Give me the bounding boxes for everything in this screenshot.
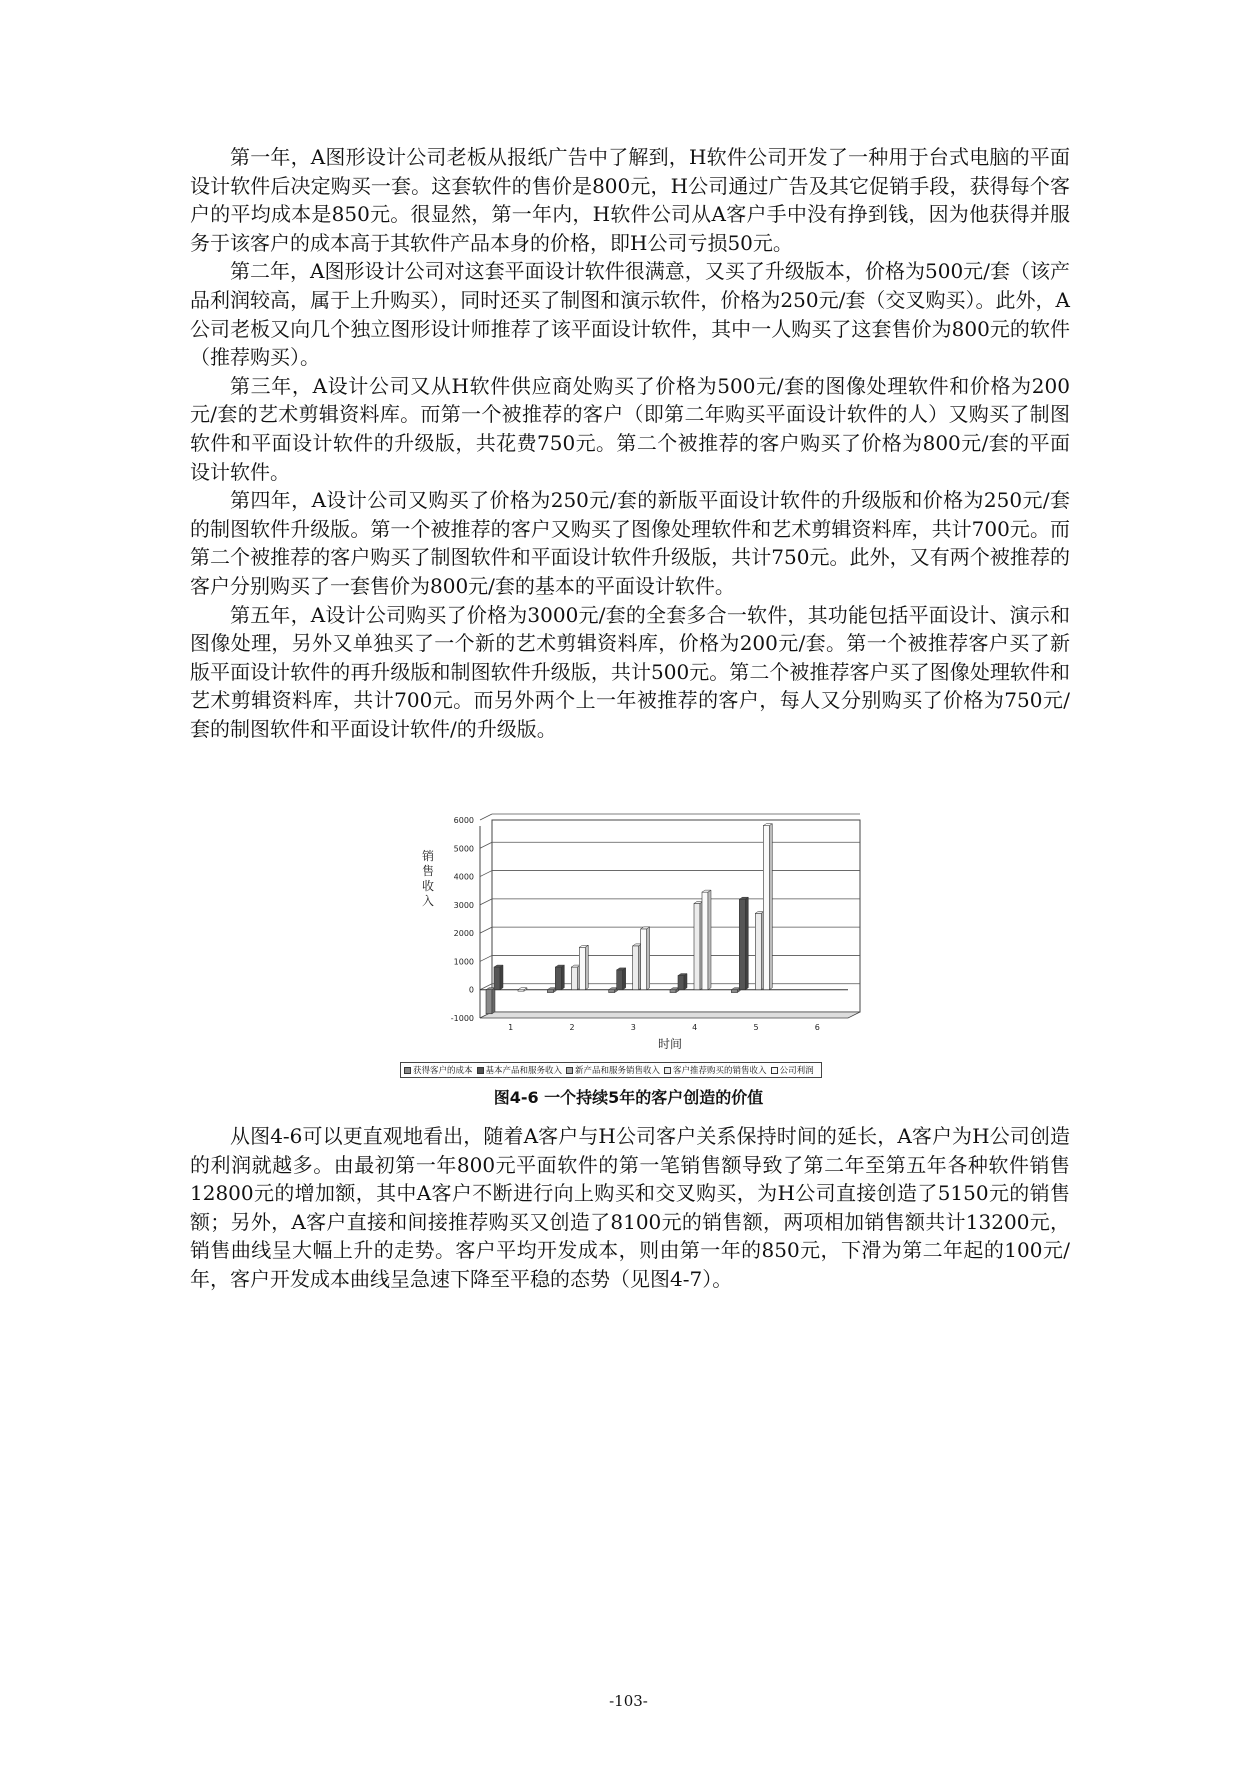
bar-side [745, 897, 748, 990]
gridline-depth [480, 842, 492, 848]
legend-item [404, 1064, 473, 1076]
legend-swatch [664, 1067, 671, 1074]
bar-front [641, 929, 647, 990]
bar-front [670, 990, 676, 993]
x-tick-label: 2 [569, 1023, 575, 1032]
legend-swatch [404, 1067, 411, 1074]
chart-svg [400, 810, 870, 1062]
paragraph: 第四年，A设计公司又购买了价格为250元/套的新版平面设计软件的升级版和价格为250元/套的制图软件升级版。第一个被推荐的客户又购买了图像处理软件和艺术剪辑资料库，共计700元。而第二个被推荐的客户购买了制图软件和平面设计软件升级版，共计750元。此外，又有两个被推荐的客户分别购买了一套售价为800元/套的基本的平面设计软件。 [190, 488, 1070, 598]
y-axis-label: 销售收入 [421, 849, 435, 908]
bar [633, 944, 642, 990]
bar-front [694, 903, 700, 989]
legend-swatch [771, 1067, 778, 1074]
gridline-depth [480, 814, 492, 820]
gridline-depth [480, 871, 492, 877]
bar [617, 968, 626, 990]
bar-side [561, 965, 564, 990]
y-tick-label: 3000 [453, 900, 474, 910]
y-tick-label: -1000 [450, 1014, 474, 1023]
legend-label: 公司利润 [779, 1066, 814, 1076]
figure-caption: 图4-6 一个持续5年的客户创造的价值 [493, 1088, 764, 1107]
legend-item [771, 1064, 814, 1076]
x-tick-label: 6 [814, 1023, 820, 1032]
bar [555, 965, 564, 990]
bar [641, 927, 650, 990]
bar-front [571, 967, 577, 990]
gridline-depth [480, 955, 492, 961]
legend-label: 获得客户的成本 [413, 1066, 473, 1076]
x-tick-label: 4 [692, 1023, 698, 1032]
bar-front [579, 947, 585, 989]
bar-side [769, 824, 772, 990]
bar [739, 897, 748, 990]
legend-swatch [477, 1067, 484, 1074]
y-tick-label: 4000 [453, 872, 474, 882]
legend-swatch [566, 1067, 573, 1074]
bar-front [609, 990, 615, 993]
bar-side [492, 988, 495, 1014]
body-text-bottom [190, 1122, 1070, 1294]
legend-item [566, 1064, 660, 1076]
bar-front [555, 967, 561, 990]
legend-label: 基本产品和服务收入 [485, 1066, 563, 1076]
bar-side [500, 965, 503, 990]
body-text-top [190, 143, 1070, 743]
bar-side [623, 968, 626, 990]
bar-front [702, 892, 708, 990]
y-tick-label: 2000 [453, 929, 474, 939]
gridline-depth [480, 927, 492, 933]
bar-side [647, 927, 650, 990]
bar-front [494, 967, 500, 990]
paragraph: 第五年，A设计公司购买了价格为3000元/套的全套多合一软件，其功能包括平面设计、演示和图像处理，另外又单独买了一个新的艺术剪辑资料库，价格为200元/套。第一个被推荐客户买了新版平面设计软件的再升级版和制图软件升级版，共计500元。第二个被推荐客户买了图像处理软件和艺术剪辑资料库，共计700元。而另外两个上一年被推荐的客户，每人又分别购买了价格为750元/套的制图软件和平面设计软件/的升级版。 [190, 602, 1070, 741]
bar-front [678, 976, 684, 990]
legend-item [477, 1064, 563, 1076]
bar [571, 965, 580, 990]
chart-back-wall [492, 820, 860, 1012]
bar-front [763, 826, 769, 990]
legend-label: 新产品和服务销售收入 [575, 1066, 661, 1076]
sales-chart [400, 810, 870, 1080]
bar [494, 965, 503, 990]
bar [579, 945, 588, 989]
bar-front [547, 990, 553, 993]
y-tick-label: 5000 [453, 844, 474, 854]
legend-item [664, 1064, 767, 1076]
y-tick-label: 1000 [453, 957, 474, 967]
gridline-depth [480, 899, 492, 905]
bar [486, 988, 495, 1014]
x-tick-label: 3 [630, 1023, 636, 1032]
paragraph: 第二年，A图形设计公司对这套平面设计软件很满意，又买了升级版本，价格为500元/套（该产品利润较高，属于上升购买），同时还买了制图和演示软件，价格为250元/套（交叉购买）。此外，A公司老板又向几个独立图形设计师推荐了该平面设计软件，其中一人购买了这套售价为800元的软件（推荐购买）。 [190, 259, 1070, 370]
paragraph: 从图4-6可以更直观地看出，随着A客户与H公司客户关系保持时间的延长，A客户为H公司创造的利润就越多。由最初第一年800元平面软件的第一笔销售额导致了第二年至第五年各种软件销售12800元的增加额，其中A客户不断进行向上购买和交叉购买，为H公司直接创造了5150元的销售额；另外，A客户直接和间接推荐购买又创造了8100元的销售额，两项相加销售额共计13200元，销售曲线呈大幅上升的走势。客户平均开发成本，则由第一年的850元，下滑为第二年起的100元/年，客户开发成本曲线呈急速下降至平稳的态势（见图4-7）。 [190, 1124, 1070, 1291]
bar-front [739, 899, 745, 990]
chart-legend [400, 1062, 822, 1078]
legend-label: 客户推荐购买的销售收入 [673, 1066, 767, 1076]
bar-side [684, 974, 687, 990]
bar-front [633, 946, 639, 990]
x-tick-label: 1 [508, 1023, 514, 1032]
page-number: -103- [609, 1692, 648, 1710]
bar-front [755, 913, 761, 989]
bar-front [731, 990, 737, 993]
bar [702, 890, 711, 990]
paragraph: 第一年，A图形设计公司老板从报纸广告中了解到，H软件公司开发了一种用于台式电脑的平面设计软件后决定购买一套。这套软件的售价是800元，H公司通过广告及其它促销手段，获得每个客户的平均成本是850元。很显然，第一年内，H软件公司从A客户手中没有挣到钱，因为他获得并服务于该客户的成本高于其软件产品本身的价格，即H公司亏损50元。 [190, 145, 1070, 255]
bar [763, 824, 772, 990]
bar-front [486, 990, 492, 1014]
chart-floor [480, 1012, 860, 1018]
bar-front [617, 970, 623, 990]
bar [755, 911, 764, 989]
bar-side [708, 890, 711, 990]
bar [694, 901, 703, 989]
bar-side [585, 945, 588, 989]
paragraph: 第三年，A设计公司又从H软件供应商处购买了价格为500元/套的图像处理软件和价格为200元/套的艺术剪辑资料库。而第一个被推荐的客户（即第二年购买平面设计软件的人）又购买了制图软件和平面设计软件的升级版，共花费750元。第二个被推荐的客户购买了价格为800元/套的平面设计软件。 [190, 373, 1070, 484]
y-tick-label: 0 [468, 985, 474, 995]
bar [678, 974, 687, 990]
x-axis-label: 时间 [657, 1037, 683, 1051]
x-tick-label: 5 [753, 1023, 759, 1032]
y-tick-label: 6000 [453, 816, 474, 825]
